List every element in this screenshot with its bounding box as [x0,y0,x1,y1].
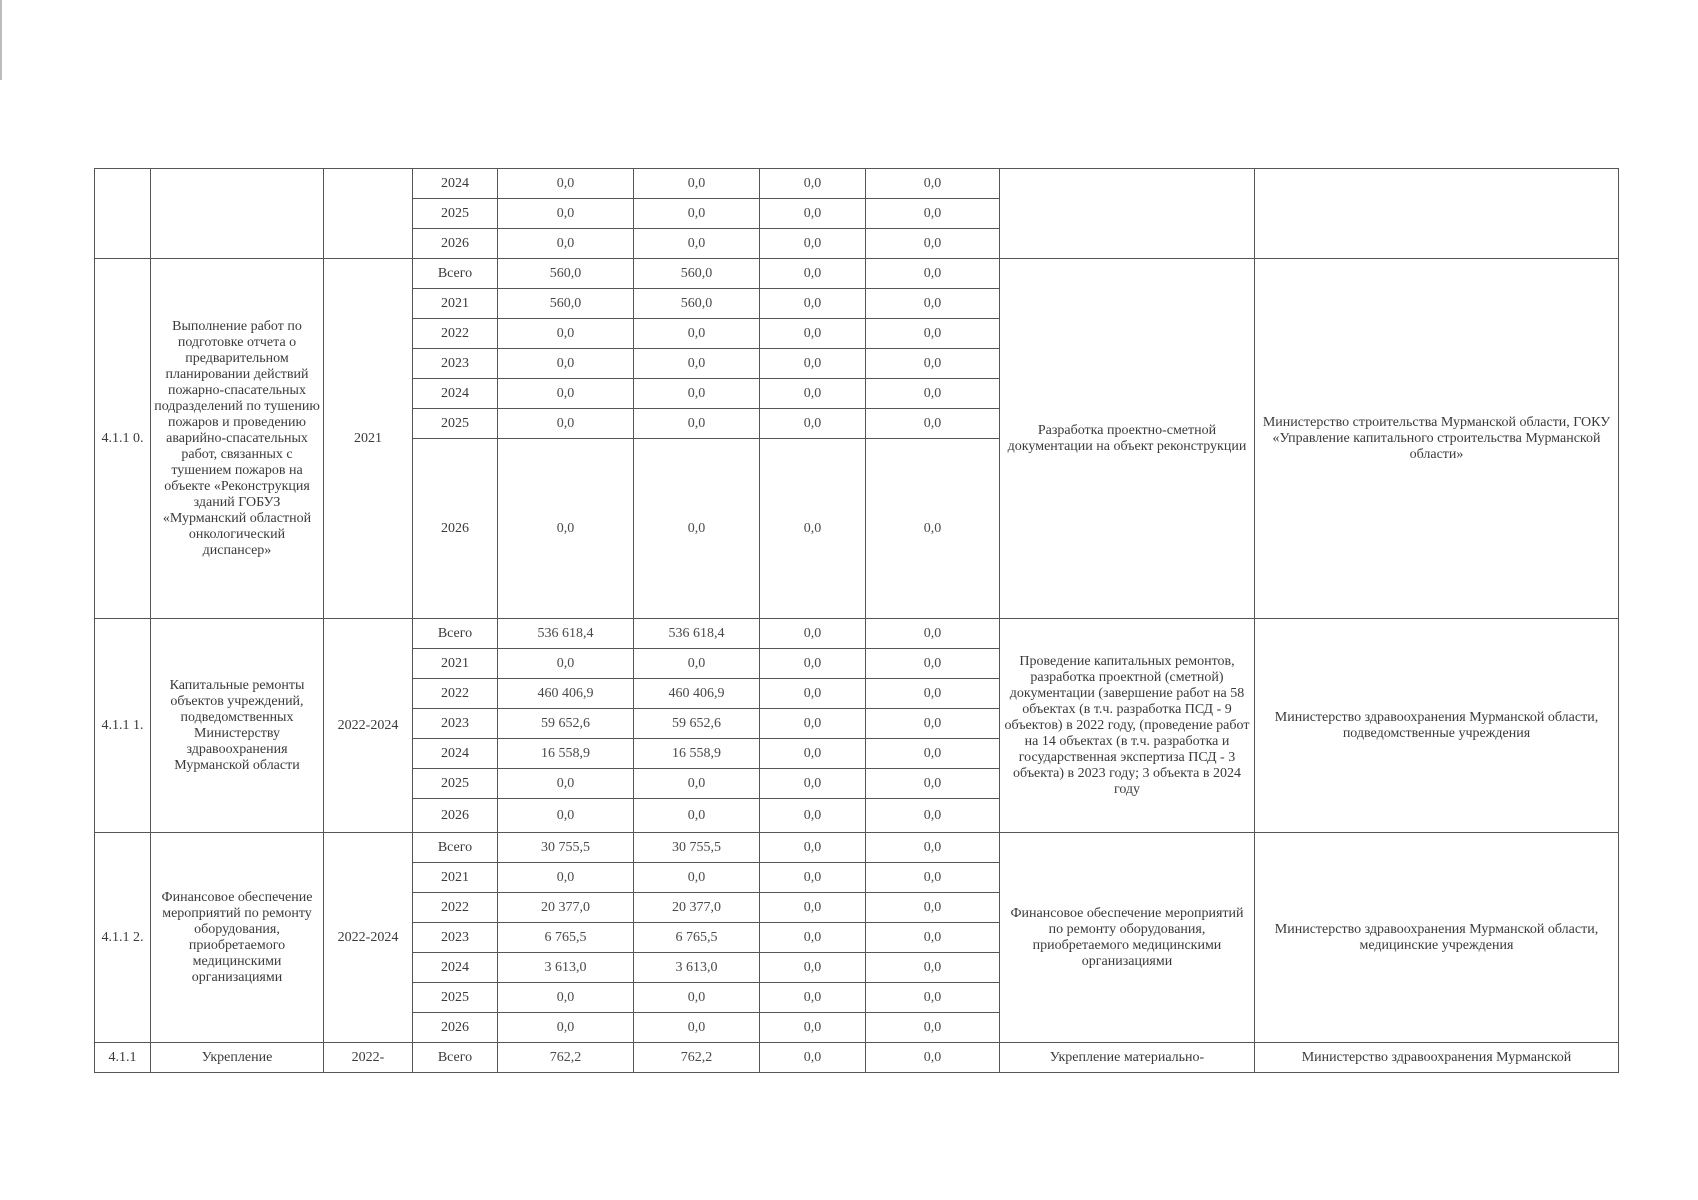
period-cell: 2022-2024 [324,833,413,1043]
total-cell: 0,0 [498,349,634,379]
item-name-cell: Капитальные ремонты объектов учреждений, подведомственных Министерству здравоохранения Мурманской области [151,619,324,833]
item-name-cell: Укрепление [151,1043,324,1073]
expected-result-cell [1000,169,1255,259]
other-sources-cell: 0,0 [866,863,1000,893]
total-cell: 59 652,6 [498,709,634,739]
federal-budget-cell: 0,0 [760,1013,866,1043]
executor-cell: Министерство здравоохранения Мурманской области, подведомственные учреждения [1255,619,1619,833]
federal-budget-cell: 0,0 [760,379,866,409]
total-cell: 560,0 [498,289,634,319]
total-cell: 0,0 [498,649,634,679]
other-sources-cell: 0,0 [866,983,1000,1013]
total-cell: 762,2 [498,1043,634,1073]
regional-budget-cell: 560,0 [634,259,760,289]
total-cell: 460 406,9 [498,679,634,709]
item-name-cell: Выполнение работ по подготовке отчета о предварительном планировании действий пожарно-спасательных подразделений по тушению пожаров и проведению аварийно-спасательных работ, связанных с тушением пожаров на объекте «Реконструкция зданий ГОБУЗ «Мурманский областной онкологический диспансер» [151,259,324,619]
federal-budget-cell: 0,0 [760,799,866,833]
other-sources-cell: 0,0 [866,259,1000,289]
table-row [95,1043,1619,1073]
document-sheet [94,168,1619,1073]
item-number-cell: 4.1.1 [95,1043,151,1073]
expected-result-cell: Финансовое обеспечение мероприятий по ремонту оборудования, приобретаемого медицинскими организациями [1000,833,1255,1043]
federal-budget-cell: 0,0 [760,319,866,349]
total-cell: 20 377,0 [498,893,634,923]
regional-budget-cell: 460 406,9 [634,679,760,709]
year-cell: 2025 [413,983,498,1013]
total-cell: 0,0 [498,769,634,799]
year-cell: Всего [413,833,498,863]
year-cell: 2021 [413,649,498,679]
total-cell: 0,0 [498,439,634,619]
item-name-cell: Финансовое обеспечение мероприятий по ремонту оборудования, приобретаемого медицинскими организациями [151,833,324,1043]
total-cell: 0,0 [498,409,634,439]
total-cell: 0,0 [498,1013,634,1043]
other-sources-cell: 0,0 [866,439,1000,619]
regional-budget-cell: 6 765,5 [634,923,760,953]
regional-budget-cell: 0,0 [634,229,760,259]
executor-cell: Министерство здравоохранения Мурманской [1255,1043,1619,1073]
regional-budget-cell: 20 377,0 [634,893,760,923]
year-cell: 2023 [413,349,498,379]
federal-budget-cell: 0,0 [760,169,866,199]
regional-budget-cell: 0,0 [634,983,760,1013]
other-sources-cell: 0,0 [866,379,1000,409]
year-cell: Всего [413,259,498,289]
regional-budget-cell: 0,0 [634,379,760,409]
federal-budget-cell: 0,0 [760,649,866,679]
other-sources-cell: 0,0 [866,349,1000,379]
regional-budget-cell: 0,0 [634,199,760,229]
regional-budget-cell: 0,0 [634,319,760,349]
regional-budget-cell: 0,0 [634,1013,760,1043]
item-number-cell: 4.1.1 2. [95,833,151,1043]
period-cell: 2022- [324,1043,413,1073]
financing-table [94,168,1619,1073]
total-cell: 0,0 [498,863,634,893]
federal-budget-cell: 0,0 [760,229,866,259]
federal-budget-cell: 0,0 [760,619,866,649]
total-cell: 0,0 [498,799,634,833]
year-cell: 2024 [413,169,498,199]
page-edge-mark [0,0,2,80]
year-cell: 2025 [413,199,498,229]
other-sources-cell: 0,0 [866,319,1000,349]
executor-cell: Министерство здравоохранения Мурманской области, медицинские учреждения [1255,833,1619,1043]
total-cell: 560,0 [498,259,634,289]
other-sources-cell: 0,0 [866,1043,1000,1073]
table-row [95,619,1619,649]
regional-budget-cell: 762,2 [634,1043,760,1073]
period-cell [324,169,413,259]
total-cell: 0,0 [498,983,634,1013]
regional-budget-cell: 0,0 [634,799,760,833]
federal-budget-cell: 0,0 [760,409,866,439]
other-sources-cell: 0,0 [866,1013,1000,1043]
other-sources-cell: 0,0 [866,229,1000,259]
total-cell: 536 618,4 [498,619,634,649]
other-sources-cell: 0,0 [866,649,1000,679]
year-cell: 2024 [413,953,498,983]
period-cell: 2022-2024 [324,619,413,833]
year-cell: 2024 [413,379,498,409]
regional-budget-cell: 16 558,9 [634,739,760,769]
year-cell: 2023 [413,923,498,953]
year-cell: 2025 [413,409,498,439]
total-cell: 0,0 [498,379,634,409]
federal-budget-cell: 0,0 [760,953,866,983]
period-cell: 2021 [324,259,413,619]
year-cell: 2026 [413,1013,498,1043]
other-sources-cell: 0,0 [866,769,1000,799]
other-sources-cell: 0,0 [866,799,1000,833]
federal-budget-cell: 0,0 [760,439,866,619]
year-cell: 2022 [413,679,498,709]
other-sources-cell: 0,0 [866,199,1000,229]
federal-budget-cell: 0,0 [760,679,866,709]
regional-budget-cell: 30 755,5 [634,833,760,863]
other-sources-cell: 0,0 [866,619,1000,649]
regional-budget-cell: 0,0 [634,439,760,619]
federal-budget-cell: 0,0 [760,923,866,953]
regional-budget-cell: 536 618,4 [634,619,760,649]
federal-budget-cell: 0,0 [760,739,866,769]
year-cell: 2026 [413,799,498,833]
other-sources-cell: 0,0 [866,953,1000,983]
federal-budget-cell: 0,0 [760,893,866,923]
regional-budget-cell: 0,0 [634,169,760,199]
executor-cell: Министерство строительства Мурманской области, ГОКУ «Управление капитального строительства Мурманской области» [1255,259,1619,619]
item-number-cell: 4.1.1 1. [95,619,151,833]
expected-result-cell: Укрепление материально- [1000,1043,1255,1073]
federal-budget-cell: 0,0 [760,349,866,379]
year-cell: 2021 [413,289,498,319]
year-cell: Всего [413,619,498,649]
other-sources-cell: 0,0 [866,923,1000,953]
item-number-cell: 4.1.1 0. [95,259,151,619]
other-sources-cell: 0,0 [866,739,1000,769]
year-cell: 2024 [413,739,498,769]
federal-budget-cell: 0,0 [760,833,866,863]
total-cell: 16 558,9 [498,739,634,769]
expected-result-cell: Разработка проектно-сметной документации на объект реконструкции [1000,259,1255,619]
total-cell: 6 765,5 [498,923,634,953]
year-cell: Всего [413,1043,498,1073]
total-cell: 0,0 [498,169,634,199]
regional-budget-cell: 0,0 [634,769,760,799]
other-sources-cell: 0,0 [866,893,1000,923]
other-sources-cell: 0,0 [866,679,1000,709]
table-row [95,259,1619,289]
regional-budget-cell: 0,0 [634,409,760,439]
regional-budget-cell: 59 652,6 [634,709,760,739]
federal-budget-cell: 0,0 [760,769,866,799]
other-sources-cell: 0,0 [866,169,1000,199]
total-cell: 0,0 [498,199,634,229]
year-cell: 2025 [413,769,498,799]
total-cell: 3 613,0 [498,953,634,983]
year-cell: 2023 [413,709,498,739]
total-cell: 0,0 [498,229,634,259]
other-sources-cell: 0,0 [866,709,1000,739]
federal-budget-cell: 0,0 [760,863,866,893]
year-cell: 2026 [413,229,498,259]
other-sources-cell: 0,0 [866,833,1000,863]
federal-budget-cell: 0,0 [760,709,866,739]
year-cell: 2022 [413,893,498,923]
table-row [95,833,1619,863]
expected-result-cell: Проведение капитальных ремонтов, разработка проектной (сметной) документации (завершение работ на 58 объектах (в т.ч. разработка ПСД - 9 объектов) в 2022 году, (проведение работ на 14 объектах (в т.ч. разработка и государственная экспертиза ПСД - 3 объекта) в 2023 году; 3 объекта в 2024 году [1000,619,1255,833]
year-cell: 2026 [413,439,498,619]
item-number-cell [95,169,151,259]
item-name-cell [151,169,324,259]
regional-budget-cell: 0,0 [634,349,760,379]
total-cell: 30 755,5 [498,833,634,863]
executor-cell [1255,169,1619,259]
table-row [95,169,1619,199]
federal-budget-cell: 0,0 [760,199,866,229]
other-sources-cell: 0,0 [866,409,1000,439]
year-cell: 2022 [413,319,498,349]
regional-budget-cell: 0,0 [634,863,760,893]
regional-budget-cell: 560,0 [634,289,760,319]
federal-budget-cell: 0,0 [760,983,866,1013]
regional-budget-cell: 0,0 [634,649,760,679]
year-cell: 2021 [413,863,498,893]
total-cell: 0,0 [498,319,634,349]
federal-budget-cell: 0,0 [760,259,866,289]
federal-budget-cell: 0,0 [760,289,866,319]
regional-budget-cell: 3 613,0 [634,953,760,983]
other-sources-cell: 0,0 [866,289,1000,319]
federal-budget-cell: 0,0 [760,1043,866,1073]
